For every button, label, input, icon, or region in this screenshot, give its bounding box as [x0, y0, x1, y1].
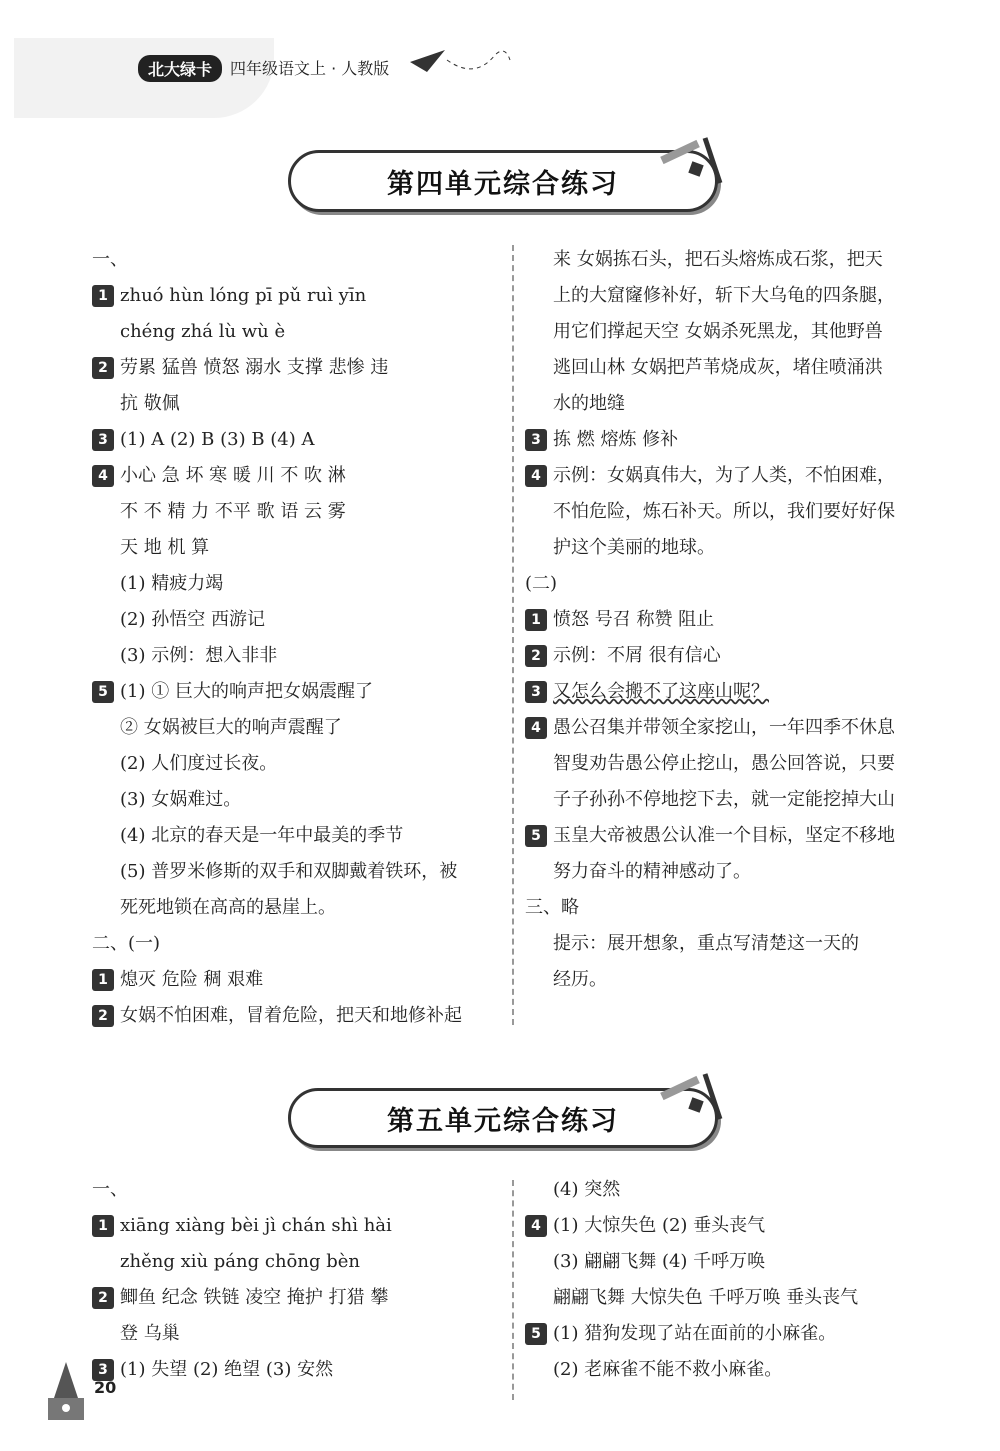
answer-line — [92, 350, 502, 386]
answer-line — [92, 1208, 502, 1244]
question-number-badge: 4 — [525, 717, 547, 739]
answer-text: (3) 翩翩飞舞 (4) 千呼万唤 — [553, 1251, 766, 1272]
answer-line — [525, 386, 935, 422]
answer-text: 不 不 精 力 不平 歌 语 云 雾 — [120, 501, 346, 522]
answer-line — [525, 314, 935, 350]
question-number-badge: 4 — [92, 465, 114, 487]
unit5-left-column — [92, 1172, 502, 1388]
answer-text: 上的大窟窿修补好，斩下大乌龟的四条腿， — [553, 285, 895, 306]
question-number-badge: 1 — [92, 969, 114, 991]
answer-line — [92, 1352, 502, 1388]
answer-text: zhěng xiù páng chōng bèn — [120, 1251, 360, 1272]
answer-text: (1) 大惊失色 (2) 垂头丧气 — [553, 1215, 766, 1236]
answer-text: 愤怒 号召 称赞 阻止 — [553, 609, 715, 630]
answer-text: 提示：展开想象，重点写清楚这一天的 — [553, 933, 859, 954]
castle-icon — [40, 1358, 92, 1428]
question-number-badge: 2 — [92, 1005, 114, 1027]
answer-line — [525, 962, 935, 998]
question-number-badge: 3 — [92, 429, 114, 451]
answer-line — [525, 494, 935, 530]
unit4-right-column — [525, 242, 935, 998]
answer-line — [525, 1172, 935, 1208]
answer-line — [92, 386, 502, 422]
answer-line — [92, 278, 502, 314]
answer-line — [525, 926, 935, 962]
answer-line — [525, 458, 935, 494]
answer-text: 拣 燃 熔炼 修补 — [553, 429, 679, 450]
answer-text: (1) 精疲力竭 — [120, 573, 224, 594]
answer-text: 天 地 机 算 — [120, 537, 210, 558]
answer-text: (3) 示例：想入非非 — [120, 645, 278, 666]
question-number-badge: 2 — [92, 1287, 114, 1309]
unit4-title: 第四单元综合练习 — [288, 150, 718, 212]
question-number-badge: 4 — [525, 465, 547, 487]
answer-text: (1) 失望 (2) 绝望 (3) 安然 — [120, 1359, 334, 1380]
answer-line — [92, 854, 502, 890]
answer-text: (2) 孙悟空 西游记 — [120, 609, 265, 630]
answer-text: 智叟劝告愚公停止挖山，愚公回答说，只要 — [553, 753, 895, 774]
answer-line — [525, 602, 935, 638]
answer-text: (4) 突然 — [553, 1179, 621, 1200]
answer-line — [525, 530, 935, 566]
answer-line — [525, 1352, 935, 1388]
answer-text: 水的地缝 — [553, 393, 625, 414]
answer-text: ② 女娲被巨大的响声震醒了 — [120, 717, 342, 738]
answer-text: 女娲不怕困难，冒着危险，把天和地修补起 — [120, 1005, 462, 1026]
answer-line — [525, 890, 935, 926]
answer-line — [525, 422, 935, 458]
answer-line — [92, 710, 502, 746]
answer-text: (1) 猎狗发现了站在面前的小麻雀。 — [553, 1323, 837, 1344]
answer-line — [525, 1244, 935, 1280]
answer-text: 熄灭 危险 稠 艰难 — [120, 969, 264, 990]
question-number-badge: 1 — [92, 285, 114, 307]
answer-text: (3) 女娲难过。 — [120, 789, 242, 810]
answer-text: chéng zhá lù wù è — [120, 321, 286, 342]
unit4-left-column — [92, 242, 502, 1034]
answer-text: 登 乌巢 — [120, 1323, 180, 1344]
answer-line — [92, 494, 502, 530]
pencil-ruler-icon — [650, 128, 730, 188]
answer-text: (1) A (2) B (3) B (4) A — [120, 429, 315, 450]
answer-text: 劳累 猛兽 愤怒 溺水 支撑 悲惨 违 — [120, 357, 389, 378]
paper-plane-icon — [405, 40, 515, 80]
answer-line — [525, 674, 935, 710]
answer-line — [92, 818, 502, 854]
answer-line — [92, 998, 502, 1034]
answer-text: 一、 — [92, 1179, 128, 1200]
answer-text: 示例：不屑 很有信心 — [553, 645, 721, 666]
answer-text: (2) 人们度过长夜。 — [120, 753, 278, 774]
answer-text: xiāng xiàng bèi jì chán shì hài — [120, 1215, 392, 1236]
answer-line — [525, 1280, 935, 1316]
answer-line — [92, 1280, 502, 1316]
answer-line — [92, 782, 502, 818]
answer-text: 愚公召集并带领全家挖山，一年四季不休息 — [553, 717, 895, 738]
answer-line — [92, 602, 502, 638]
answer-text: 三、略 — [525, 897, 579, 918]
answer-text: 努力奋斗的精神感动了。 — [553, 861, 751, 882]
answer-line — [525, 1316, 935, 1352]
question-number-badge: 5 — [525, 1323, 547, 1345]
question-number-badge: 2 — [92, 357, 114, 379]
answer-line — [92, 962, 502, 998]
brand-badge: 北大绿卡 — [138, 55, 222, 82]
answer-text: 护这个美丽的地球。 — [553, 537, 715, 558]
answer-line — [92, 242, 502, 278]
answer-line — [92, 926, 502, 962]
answer-line — [92, 314, 502, 350]
answer-text: zhuó hùn lóng pī pǔ ruì yīn — [120, 285, 367, 306]
answer-line — [92, 674, 502, 710]
answer-line — [92, 638, 502, 674]
answer-text: 一、 — [92, 249, 128, 270]
answer-line — [525, 242, 935, 278]
answer-line — [525, 638, 935, 674]
answer-text: 用它们撑起天空 女娲杀死黑龙，其他野兽 — [553, 321, 883, 342]
question-number-badge: 2 — [525, 645, 547, 667]
answer-line — [525, 818, 935, 854]
answer-line — [92, 890, 502, 926]
answer-line — [92, 1172, 502, 1208]
pencil-ruler-icon — [650, 1064, 730, 1124]
column-divider — [512, 1180, 514, 1400]
column-divider — [512, 245, 514, 1025]
answer-text: (2) 老麻雀不能不救小麻雀。 — [553, 1359, 783, 1380]
answer-text: 逃回山林 女娲把芦苇烧成灰，堵住喷涌洪 — [553, 357, 883, 378]
answer-text: (5) 普罗米修斯的双手和双脚戴着铁环，被 — [120, 861, 458, 882]
unit5-title: 第五单元综合练习 — [288, 1088, 718, 1148]
question-number-badge: 1 — [92, 1215, 114, 1237]
answer-text: 二、(一) — [92, 933, 161, 954]
answer-text: 抗 敬佩 — [120, 393, 180, 414]
answer-text: 鲫鱼 纪念 铁链 凌空 掩护 打猎 攀 — [120, 1287, 389, 1308]
question-number-badge: 5 — [525, 825, 547, 847]
answer-line — [525, 746, 935, 782]
answer-text: 经历。 — [553, 969, 607, 990]
answer-line — [525, 1208, 935, 1244]
question-number-badge: 5 — [92, 681, 114, 703]
answer-line — [525, 710, 935, 746]
question-number-badge: 3 — [525, 429, 547, 451]
unit5-right-column — [525, 1172, 935, 1388]
answer-text: (4) 北京的春天是一年中最美的季节 — [120, 825, 404, 846]
book-subtitle: 四年级语文上 · 人教版 — [230, 59, 390, 78]
answer-line — [525, 278, 935, 314]
answer-line — [525, 782, 935, 818]
answer-text: 又怎么会搬不了这座山呢？ — [553, 681, 769, 702]
answer-text: (二) — [525, 573, 558, 594]
question-number-badge: 3 — [525, 681, 547, 703]
answer-line — [92, 458, 502, 494]
page-number: 20 — [94, 1378, 117, 1397]
answer-line — [92, 566, 502, 602]
answer-line — [525, 566, 935, 602]
answer-line — [92, 530, 502, 566]
answer-text: 玉皇大帝被愚公认准一个目标，坚定不移地 — [553, 825, 895, 846]
answer-text: 翩翩飞舞 大惊失色 千呼万唤 垂头丧气 — [553, 1287, 859, 1308]
answer-text: 子子孙孙不停地挖下去，就一定能挖掉大山 — [553, 789, 895, 810]
answer-text: 死死地锁在高高的悬崖上。 — [120, 897, 336, 918]
answer-line — [525, 854, 935, 890]
answer-line — [92, 1244, 502, 1280]
answer-line — [92, 422, 502, 458]
answer-text: 来 女娲拣石头，把石头熔炼成石浆，把天 — [553, 249, 883, 270]
question-number-badge: 3 — [92, 1359, 114, 1381]
answer-line — [92, 1316, 502, 1352]
answer-line — [525, 350, 935, 386]
answer-text: 示例：女娲真伟大，为了人类，不怕困难， — [553, 465, 895, 486]
answer-text: 小心 急 坏 寒 暖 川 不 吹 淋 — [120, 465, 346, 486]
answer-text: (1) ① 巨大的响声把女娲震醒了 — [120, 681, 373, 702]
question-number-badge: 4 — [525, 1215, 547, 1237]
question-number-badge: 1 — [525, 609, 547, 631]
answer-text: 不怕危险，炼石补天。所以，我们要好好保 — [553, 501, 895, 522]
answer-line — [92, 746, 502, 782]
